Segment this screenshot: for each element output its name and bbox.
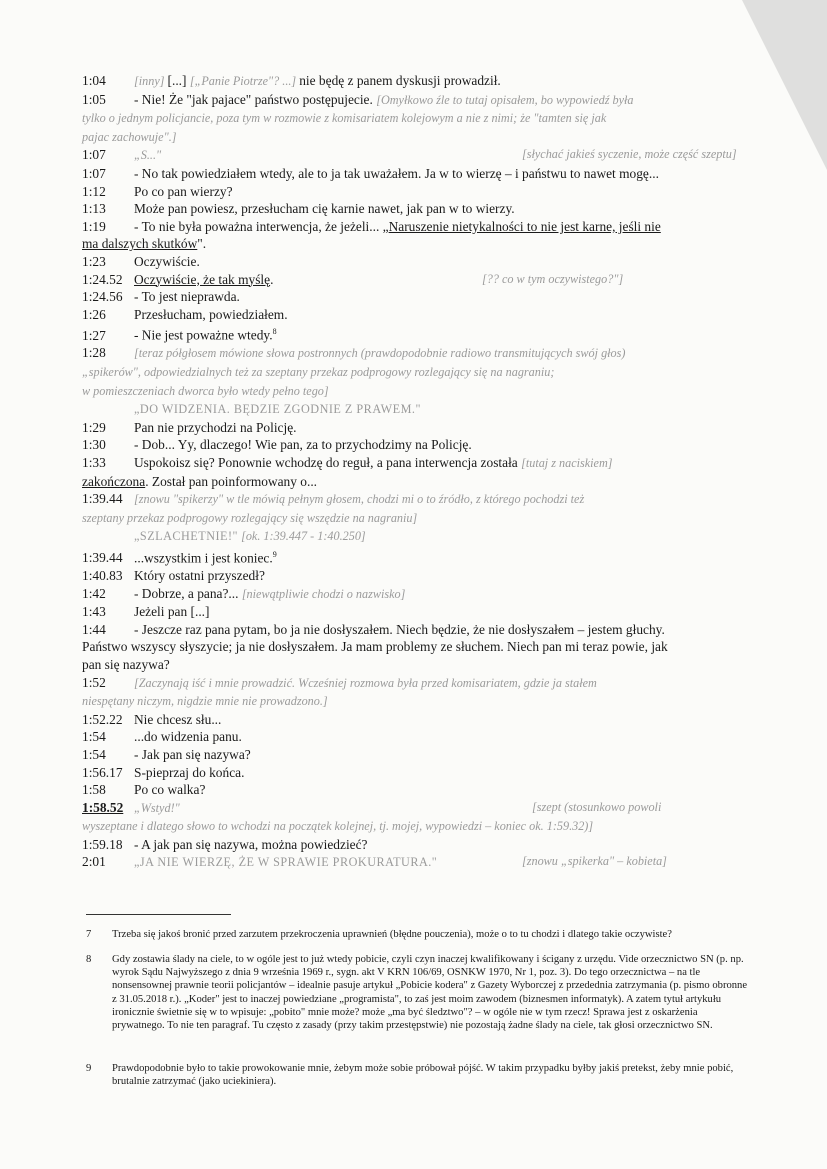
transcript-line	[82, 527, 762, 546]
transcript-line	[82, 746, 762, 764]
annotation-text: tylko o jednym policjancie, poza tym w rozmowie z komisariatem kolejowym a nie z nimi; że "tamten się jak	[82, 111, 607, 126]
annotation-text: pajac zachowuje".]	[82, 129, 177, 144]
speech-text: Jeżeli pan [...]	[134, 604, 210, 620]
transcript-line	[82, 836, 762, 854]
voice-caps-text: „DO WIDZENIA. BĘDZIE ZGODNIE Z PRAWEM."	[134, 402, 421, 417]
speech-text: - Nie jest poważne wtedy.	[134, 327, 273, 343]
annotation-text: [teraz półgłosem mówione słowa postronnych (prawdopodobnie radiowo transmitujących swój głos)	[134, 346, 626, 361]
timestamp: 1:30	[82, 437, 106, 453]
transcript-line	[82, 271, 762, 289]
transcript-line	[82, 454, 762, 473]
annotation-right: [słychać jakieś syczenie, może część szeptu]	[522, 147, 737, 162]
timestamp: 1:39.44	[82, 550, 123, 566]
speech-text: Po co pan wierzy?	[134, 183, 233, 199]
voice-caps-text: „JA NIE WIERZĘ, ŻE W SPRAWIE PROKURATURA."	[134, 855, 438, 870]
timestamp: 1:23	[82, 253, 106, 269]
transcript-line	[82, 323, 762, 344]
underlined-text: ma dalszych skutków	[82, 236, 198, 252]
annotation-text: [tutaj z naciskiem]	[521, 455, 613, 470]
transcript-line	[82, 146, 762, 165]
timestamp: 1:44	[82, 621, 106, 637]
transcript-line	[82, 363, 762, 382]
speech-text: - No tak powiedziałem wtedy, ale to ja tak uważałem. Ja w to wierzę – i państwu to nawet mogę...	[134, 165, 659, 181]
footnote-text: Gdy zostawia ślady na ciele, to w ogóle jest to już wtedy pobicie, czyli czyn inaczej kwalifikowany i ścigany z urzędu. Vide orzecznictwo SN (p. np. wyrok Sądu Najwyższego z dnia 9 września 1969 r., sygn. akt V KRN 106/69, OSNKW 1970, Nr 1, poz. 3). Do tego orzecznictwa – na tle nonsensownej prawnie teorii policjantów – idealnie pasuje artykuł „Pobicie kodera" z Gazety Wyborczej z przedednia zatrzymania (p. pismo obronne z 31.05.2018 r.). „Koder" jest to inaczej powiedziane „programista", to zaś jest moim zawodem (biznesmen informatyk). A zatem tytuł artykułu ironicznie świetnie się w to wpisuje: „pobito" mnie może? może „ma być śledztwo"? – w ogóle nie w tym rzecz! Sprawa jest z oskarżenia prywatnego. To nie ten paragraf. Tu często z zasady (przy takim przestępstwie) nie pozostają żadne ślady na ciele, tak głosi orzecznictwo SN.	[112, 954, 748, 1032]
underlined-text: Oczywiście, że tak myślę	[134, 271, 271, 287]
footnote-separator	[86, 914, 231, 915]
speech-text: - Dob... Yy, dlaczego! Wie pan, za to przychodzimy na Policję.	[134, 437, 472, 453]
timestamp: 1:07	[82, 147, 106, 163]
annotation-text: [niewątpliwie chodzi o nazwisko]	[241, 586, 406, 601]
timestamp: 1:05	[82, 91, 106, 107]
speech-text: S-pieprzaj do końca.	[134, 764, 245, 780]
footnote-ref: 9	[272, 549, 277, 559]
transcript-line	[82, 711, 762, 729]
timestamp: 1:43	[82, 604, 106, 620]
annotation-text: „S..."	[134, 148, 162, 163]
footnote-number: 7	[86, 929, 92, 940]
annotation-text: [Omyłkowo źle to tutaj opisałem, bo wypowiedź była	[376, 92, 634, 107]
annotation-right: [?? co w tym oczywistego?"]	[482, 271, 624, 286]
transcript-line	[82, 165, 762, 183]
speech-text: Pan nie przychodzi na Policję.	[134, 419, 297, 435]
annotation-text: [znowu "spikerzy" w tle mówią pełnym głosem, chodzi mi o to źródło, z którego pochodzi też	[134, 492, 585, 507]
transcript-line	[82, 603, 762, 621]
timestamp: 1:27	[82, 327, 106, 343]
speech-text: pan się nazywa?	[82, 656, 170, 672]
timestamp: 2:01	[82, 854, 106, 870]
timestamp: 1:19	[82, 218, 106, 234]
transcript-line	[82, 382, 762, 401]
transcript-line	[82, 853, 762, 872]
speech-text: Po co walka?	[134, 782, 206, 798]
speech-text: Państwo wszyscy słyszycie; ja nie dosłyszałem. Ja mam problemy ze słuchem. Niech pan mi teraz powie, jak	[82, 639, 668, 655]
speech-text: ...wszystkim i jest koniec.	[134, 550, 273, 566]
timestamp: 1:13	[82, 201, 106, 217]
timestamp: 1:52.22	[82, 711, 123, 727]
underlined-text: zakończona	[82, 473, 146, 489]
transcript-line	[82, 109, 762, 128]
speech-text: Nie chcesz słu...	[134, 711, 222, 727]
transcript-line	[82, 128, 762, 147]
timestamp: 1:54	[82, 729, 106, 745]
annotation-text: [Zaczynają iść i mnie prowadzić. Wcześniej rozmowa była przed komisariatem, gdzie ja stałem	[134, 675, 597, 690]
timestamp: 1:39.44	[82, 491, 123, 507]
speech-text: - Dobrze, a pana?...	[134, 585, 242, 601]
speech-text: Uspokoisz się? Ponownie wchodzę do reguł, a pana interwencja została	[134, 454, 522, 470]
transcript-line	[82, 183, 762, 201]
transcript-line	[82, 253, 762, 271]
annotation-text: szeptany przekaz podprogowy rozlegający się wszędzie na nagraniu]	[82, 510, 418, 525]
footnote-text: Prawdopodobnie było to takie prowokowanie mnie, żebym może sobie próbował pójść. W takim przypadku byłby jakiś pretekst, żeby mnie pobić, brutalnie zatrzymać (jako uciekiniera).	[112, 1063, 734, 1088]
footnote	[86, 953, 752, 1032]
annotation-right: [szept (stosunkowo powoli	[532, 799, 662, 814]
speech-text: Przesłucham, powiedziałem.	[134, 306, 288, 322]
voice-caps-text: „SZLACHETNIE!"	[134, 529, 239, 544]
timestamp: 1:59.18	[82, 836, 123, 852]
timestamp: 1:12	[82, 183, 106, 199]
annotation-text: [inny]	[134, 74, 168, 88]
transcript-line	[82, 400, 762, 419]
footnote-number: 8	[86, 954, 92, 965]
transcript-line	[82, 200, 762, 218]
transcript-line	[82, 621, 762, 639]
transcript-line	[82, 567, 762, 585]
transcript-line	[82, 692, 762, 711]
timestamp: 1:24.52	[82, 271, 123, 287]
speech-text: ".	[197, 236, 207, 252]
transcript-line	[82, 490, 762, 509]
annotation-right: [znowu „spikerka" – kobieta]	[522, 854, 667, 869]
speech-text: [...]	[167, 73, 190, 88]
transcript-line	[82, 509, 762, 528]
speech-text: - To jest nieprawda.	[134, 289, 240, 305]
annotation-text: „Wstyd!"	[134, 800, 180, 815]
speech-text: - Jak pan się nazywa?	[134, 746, 251, 762]
transcript-line	[82, 656, 762, 674]
transcript-line	[82, 546, 762, 567]
transcript-line	[82, 419, 762, 437]
timestamp: 1:56.17	[82, 764, 123, 780]
annotation-text: w pomieszczeniach dworca było wtedy pełno tego]	[82, 383, 329, 398]
transcript-line	[82, 473, 762, 491]
timestamp: 1:26	[82, 306, 106, 322]
annotation-text: [„Panie Piotrze"? ...]	[189, 74, 300, 88]
timestamp: 1:24.56	[82, 289, 123, 305]
transcript-line	[82, 764, 762, 782]
speech-text: - To nie była poważna interwencja, że jeżeli... „	[134, 218, 389, 234]
transcript-line	[82, 306, 762, 324]
speech-text: - A jak pan się nazywa, można powiedzieć?	[134, 836, 368, 852]
speech-text: .	[270, 271, 274, 287]
transcript-line	[82, 799, 762, 818]
annotation-text: wyszeptane i dlatego słowo to wchodzi na początek kolejnej, tj. mojej, wypowiedzi – koniec ok. 1:59.32)]	[82, 819, 594, 834]
annotation-text: [ok. 1:39.447 - 1:40.250]	[238, 529, 366, 544]
annotation-text: „spikerów", odpowiedzialnych też za szeptany przekaz podprogowy rozlegający się na nagraniu;	[82, 364, 555, 379]
timestamp: 1:52	[82, 674, 106, 690]
transcript-line	[82, 638, 762, 656]
timestamp: 1:28	[82, 345, 106, 361]
transcript-line	[82, 344, 762, 363]
transcript	[82, 72, 762, 872]
timestamp: 1:40.83	[82, 567, 123, 583]
transcript-line	[82, 436, 762, 454]
timestamp: 1:42	[82, 585, 106, 601]
speech-text: Który ostatni przyszedł?	[134, 567, 265, 583]
timestamp: 1:33	[82, 454, 106, 470]
footnote-text: Trzeba się jakoś bronić przed zarzutem przekroczenia uprawnień (błędne pouczenia), może o to tu chodzi i dlatego takie oczywiste?	[112, 929, 672, 940]
footnote	[86, 1062, 752, 1088]
transcript-line	[82, 235, 762, 253]
transcript-line	[82, 72, 762, 91]
timestamp: 1:54	[82, 746, 106, 762]
speech-text: - Nie! Że "jak pajace" państwo postępujecie.	[134, 91, 377, 107]
transcript-line	[82, 781, 762, 799]
transcript-line	[82, 585, 762, 604]
speech-text: ...do widzenia panu.	[134, 729, 242, 745]
speech-text: Oczywiście.	[134, 253, 200, 269]
timestamp: 1:04	[82, 73, 106, 88]
transcript-line	[82, 218, 762, 236]
timestamp: 1:58	[82, 782, 106, 798]
speech-text: Może pan powiesz, przesłucham cię karnie nawet, jak pan w to wierzy.	[134, 201, 515, 217]
speech-text: - Jeszcze raz pana pytam, bo ja nie dosłyszałem. Niech będzie, że nie dosłyszałem – jestem głuchy.	[134, 621, 665, 637]
underlined-text: Naruszenie nietykalności to nie jest karne, jeśli nie	[388, 218, 661, 234]
transcript-line	[82, 728, 762, 746]
footnote-ref: 8	[272, 327, 277, 337]
transcript-line	[82, 817, 762, 836]
footnote	[86, 928, 752, 941]
footnote-number: 9	[86, 1063, 92, 1074]
timestamp: 1:29	[82, 419, 106, 435]
timestamp: 1:58.52	[82, 799, 124, 815]
annotation-text: niespętany niczym, nigdzie mnie nie prowadzono.]	[82, 694, 328, 709]
speech-text: . Został pan poinformowany o...	[145, 473, 318, 489]
transcript-line	[82, 674, 762, 693]
timestamp: 1:07	[82, 165, 106, 181]
transcript-line	[82, 288, 762, 306]
speech-text: nie będę z panem dyskusji prowadził.	[299, 73, 501, 88]
transcript-line	[82, 91, 762, 110]
